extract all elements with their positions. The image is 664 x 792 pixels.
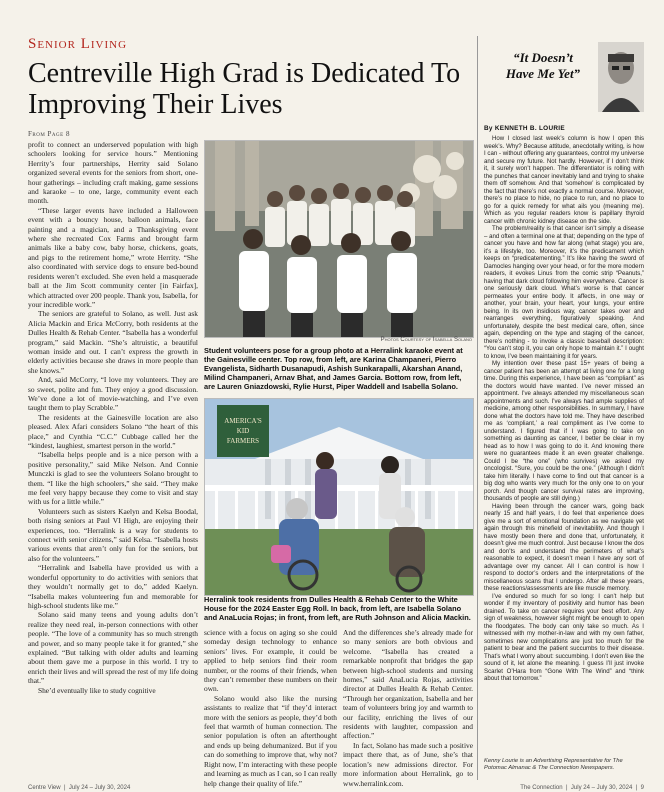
article-paragraph: She’d eventually like to study cognitive (38, 685, 156, 695)
article-paragraph: Solano said many teens and young adults don’t realize they need real, in-person connections with other people. “The love of a community has so much strength and power, and so many people take it for granted,” she explained. “But talking with older adults and learning about them gave me a purpose in this world. I try to enrich their lives and will spread the rest of my life doing that.” (28, 610, 198, 686)
column-divider (477, 36, 478, 780)
article-paragraph: “These larger events have included a Halloween event with a bouncy house, balloon animals, face painting and a magician, and a Thanksgiving event where she recreated Cox Farms and brought farm animals like a baby cow, baby horse, chickens, goats, and pigs to the retirement home,” wrote Herrity. “She also coordinated with service dogs to ensure bed-bound residents weren’t excluded. She even held a masquerade ball at the Jim Scott community center [in Fairfax], which attracted over 200 people. Thank you, Isabella, for your incredible work.” (28, 205, 198, 309)
article-paragraph: profit to connect an underserved population with high schoolers looking for service hours.” Mentioning Herrity’s four partnerships, Herrity said Solano organized several events for the seniors from short, one-hour gatherings – including craft making, game sessions and karaoke – to one, large, community event each month. (28, 140, 198, 206)
column-body (484, 135, 644, 683)
article-paragraph: Solano would also like the nursing assistants to realize that “if they’d interact more with the seniors as people, they’d both feel that warmth of human connection. The senior population is often an afterthought and ends up being dehumanized. But if you can do something to improve that, why not? Right now, I’m interacting with these people and learning as much as I can, so I can really help change their quality of life.” (204, 693, 337, 788)
sign-text: KID (236, 427, 250, 435)
group-photo-illustration (205, 141, 473, 337)
white-house-photo (204, 398, 474, 596)
author-bio: Kenny Lourie is an Advertising Representative for The Potomac Almanac & The Connection Newspapers. (484, 758, 623, 771)
column-paragraph: Having been through the cancer wars, going back nearly 15 and half years, I do feel that experience does give me a sort of emotional foundation as we navigate yet again through this minefield of inevitability. And though I have mostly been there and done that, unfortunately, it doesn’t give me much control. Just because I know the dos and don’ts and understand the perimeters of what’s reasonable to expect, it doesn’t mean I have any sort of advantage over my cancer. All I can control is how I respond to doctor’s orders and the interpretations of the miscellaneous scans that I undergo. After all these years, these reactions/assessments are like muscle memory. (484, 502, 644, 592)
headline: Centreville High Grad is Dedicated To Improving Their Lives (28, 58, 461, 120)
section-label: Senior Living (28, 36, 128, 52)
white-house-photo-illustration (205, 399, 473, 595)
author-portrait (598, 42, 644, 112)
column-paragraph: I’ve endured so much for so long: I can’t help but wonder if my inventory of positivity and humor has been drained. To take on cancer requires your best effort. Any sign of weakness, however slight might be enough to open the floodgates. The body can only take so much. As I witnessed with my mother-in-law and with my own father, sometimes new complications are just too much for the patient to bear and the patient succumbs to their disease. That’s what I worry about: succumbing. I don’t even like the sound of it, let alone the meaning. I guess I’ll just invoke Scarlet O’Hara from “Gone With The Wind” and “think about that tomorrow.” (484, 592, 644, 682)
footer-right: The Connection ❘ July 24 – July 30, 2024 ❘ 9 (520, 785, 644, 791)
article-paragraph: The residents at the Gainesville location are also pleased. Alex Afari considers Solano “the heart of this place,” and Cynthia “C.C.” Cubbage called her the “kindest, laughiest, smartest person in the world.” (28, 412, 198, 450)
photo-caption: Student volunteers pose for a group photo at a Herralink karaoke event at the Gainesville center. Top row, from left, are Karina Champaneri, Pierro Evangelista, Sidharth Dusanapudi, Ashish Sunkarapalli, Akarshan Anand, Milind Champaneri, Arnav Bhat, and James Garcia. Bottom row, from left, are Lauren Gniazdowski, Rylie Hurst, Piper Waddell and Isabella Solano. (204, 346, 463, 391)
sign-text: AMERICA'S (224, 417, 262, 425)
article-paragraph: “Isabella helps people and is a nice person with a positive personality,” said Mike Nelson. And Connie Munczki is glad to see the volunteers Solano brought to them. “I like the high schoolers,” she said. “They make me feel very happy because they come to visit and stay with us for a little while.” (28, 450, 198, 507)
from-page-jump: From Page 8 (28, 130, 70, 138)
article-paragraph: And the differences she’s already made for so many seniors are both obvious and welcome. “Isabella has created a remarkable nonprofit that bridges the gap between high-school students and nursing homes,” said AnaLucia Rojas, activities director at Dulles Health & Rehab Center. “Through her organization, Isabella and her team of volunteers bring joy and warmth to our facility, enriching the lives of our residents with laughter, compassion and affection.” (343, 628, 473, 741)
article-paragraph: And, said McCorry, “I love my volunteers. They are so sweet, polite and fun. They enjoy a good discussion. We’ve done a lot of movie-watching, and I’ve even taught them to play Scrabble.” (28, 375, 198, 413)
column-title-line: Have Me Yet” (505, 66, 581, 81)
column-title-line: “It Doesn’t (513, 50, 573, 65)
group-photo (204, 140, 474, 338)
article-paragraph: In fact, Solano has made such a positive impact there that, as of June, she’s that location’s new admissions director. For more information about Herralink, go to www.herralink.com. (343, 740, 473, 788)
column-paragraph: How I closed last week’s column is how I open this week’s. Why? Because attitude, anecdotally writing, is how I can - without offering any guarantees, control my universe and secure my future. Not hardly. However, if I don’t think it, it surely won’t happen. The differentiator is rolling with the punches that cancer inevitably land and trying to shake them off somehow. And that ‘somehow’ is complicated by the fact that there’s not exactly a normal course. Moreover, there’s no place to hide, no place to run, and no place to go for a quick remedy for what ails you (meaning me). Which as you regular readers know is papillary thyroid cancer with chronic kidney disease on the side. (484, 135, 644, 225)
article-paragraph: science with a focus on aging so she could someday design technology to enhance seniors’ lives. For example, it could be applied to help seniors find their room number, or the rooms of their friends, when they can’t remember these numbers on their own. (204, 628, 337, 694)
photo-caption: Herralink took residents from Dulles Health & Rehab Center to the White House for the 2024 Easter Egg Roll. In back, from left, are Isabella Solano and AnaLucia Rojas; in front, from left, are Ruth Johnson and Alicia Mackin. (204, 595, 471, 622)
article-column-3 (343, 628, 473, 788)
column-paragraph: My intention over these past 15+ years of being a cancer patient has been an attempt at living one for a long time. During this experience, I have been as “compliant” as the doctors would have wanted. I’ve never missed an appointment. I’ve always attended my miscellaneous scan appointments and such. I’ve always had ample supplies of medicine, among other responsibilities. In summary, I have done what the doctors have told me. They have described me as ‘compliant,’ a real compliment as I’ve come to understand. I figured that if I was going to take on something as daunting as cancer, I better be clear in my head as to how I was going to do it. And knowing there were no guarantees made it an even greater challenge. Could I be “the one” (who survives) we asked my oncologist. “Sure, you could be the one.” (Although I didn’t take him literally. I have come to find out that cancer is a big dog who wants very much for the only one to on your porch. And though cancer survival rates are improving, thousands of people are still dying.) (484, 360, 644, 502)
photo-credit: Photos Courtesy of Isabella Solano (380, 337, 472, 343)
column-title (492, 50, 594, 82)
article-paragraph: The seniors are grateful to Solano, as well. Just ask Alicia Mackin and Erica McCorry, both residents at the Dulles Health & Rehab Center. “Isabella has a wonderful program,” said Mackin. “She’s altruistic, a beautiful woman inside and out. I can’t express the growth in elderly activities because she draws in more people than she knows.” (28, 309, 198, 375)
column-paragraph: The problem/reality is that cancer isn’t simply a disease – and often a terminal one at that; depending on the type of cancer you have and how far along (what stage) you are, it’s a lifestyle, too. Moreover, it’s the predicament which keeps on “predicatementing.” It’s like having the sword of Damocles hanging over your head, or for the more modern readers, it evokes Linus from the comic strip “Peanuts,” having that dark cloud following him everywhere. Cancer is one seriously dark cloud. What’s worse is that cancer permeates your entire body. It affects, in one way or another, your brain, your heart, your lungs, your entire being. In its own insidious way, cancer takes over and rearranges everything, figuratively speaking. And unfortunately, despite the best medical care, often, since again, depending on the type and staging of the cancer, there’s nothing - to invoke a classic baseball description: “You can’t stop it, you can only hope to maintain it.” I ought to know, I’ve been maintaining it for years. (484, 225, 644, 360)
sign-text: FARMERS (226, 437, 260, 445)
article-paragraph: “Herralink and Isabella have provided us with a wonderful opportunity to do activities with seniors that they wouldn’t normally get to do,” added Kaelyn. “Isabella makes volunteering fun and memorable for high-school students like me.” (28, 563, 198, 610)
footer-left: Centre View ❘ July 24 – July 30, 2024 (28, 785, 131, 791)
article-column-2 (204, 628, 337, 788)
article-column-1 (28, 140, 198, 695)
column-byline: By KENNETH B. LOURIE (484, 125, 565, 132)
article-paragraph: Volunteers such as sisters Kaelyn and Kelsa Boodal, both rising seniors at Paul VI High, are enjoying their experiences, too. “Herralink is a way for students to connect with senior citizens,” said Kelsa. “Isabella hosts various events that aren’t only fun for the seniors, but also for the volunteers.” (28, 506, 198, 563)
author-portrait-illustration (598, 42, 644, 112)
